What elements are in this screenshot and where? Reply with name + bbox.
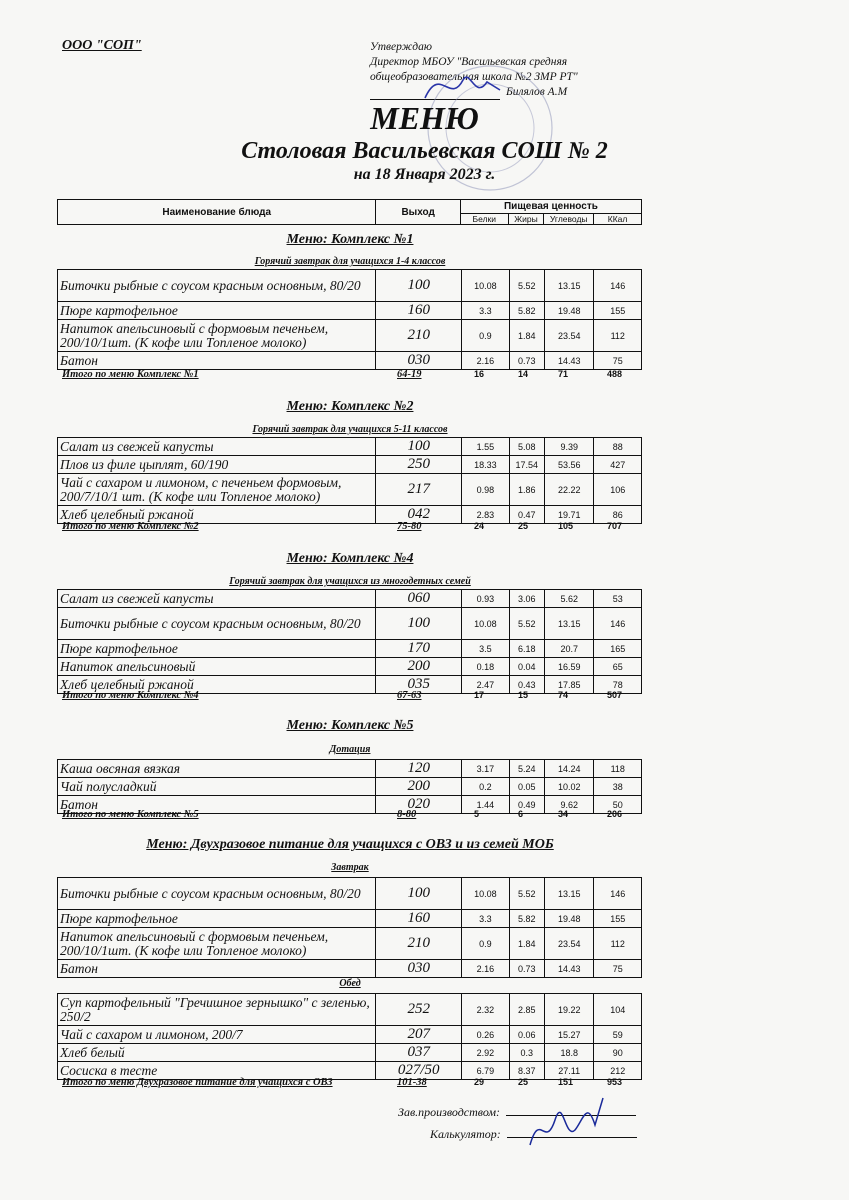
dish-kcal: 75 (594, 960, 642, 978)
dish-carbs: 9.39 (544, 438, 594, 456)
dish-proteins: 2.16 (462, 352, 509, 370)
dish-kcal: 106 (594, 474, 642, 506)
dish-kcal: 86 (594, 506, 642, 524)
section-table (57, 269, 642, 370)
table-row (58, 910, 642, 928)
dish-output: 207 (376, 1026, 462, 1044)
dish-carbs: 5.62 (544, 590, 594, 608)
table-row (58, 878, 642, 910)
dish-proteins: 0.9 (462, 928, 509, 960)
total-fats: 25 (518, 1077, 529, 1087)
total-output: 64-19 (397, 369, 422, 380)
dish-carbs: 19.22 (544, 994, 594, 1026)
dish-proteins: 3.3 (462, 910, 509, 928)
dish-fats: 0.05 (509, 778, 544, 796)
dish-output: 210 (376, 928, 462, 960)
total-carbs: 74 (558, 690, 569, 700)
dish-kcal: 118 (594, 760, 642, 778)
dish-name: Хлеб целебный ржаной (58, 506, 376, 524)
dish-kcal: 146 (594, 608, 642, 640)
table-row (58, 960, 642, 978)
total-proteins: 17 (474, 690, 485, 700)
header-kcal: ККал (594, 214, 642, 225)
calculator-label: Калькулятор: (430, 1127, 501, 1141)
approval-line-1: Утверждаю (370, 41, 432, 53)
dish-fats: 0.47 (509, 506, 544, 524)
section-subtitle-breakfast: Завтрак (331, 862, 369, 873)
dish-fats: 5.82 (509, 910, 544, 928)
section-table (57, 759, 642, 814)
dish-output: 100 (376, 608, 462, 640)
dish-kcal: 75 (594, 352, 642, 370)
dish-kcal: 59 (594, 1026, 642, 1044)
dish-output: 120 (376, 760, 462, 778)
dish-carbs: 20.7 (544, 640, 594, 658)
dish-name: Чай с сахаром и лимоном, с печеньем формовым, 200/7/10/1 шт. (К кофе или Топленое молоко) (58, 474, 376, 506)
dish-kcal: 38 (594, 778, 642, 796)
dish-name: Биточки рыбные с соусом красным основным, 80/20 (58, 878, 376, 910)
page-subtitle: Столовая Васильевская СОШ № 2 (241, 138, 608, 164)
section-title: Меню: Комплекс №5 (286, 718, 414, 733)
dish-output: 200 (376, 778, 462, 796)
dish-output: 160 (376, 302, 462, 320)
section-subtitle: Горячий завтрак для учащихся 1-4 классов (254, 256, 446, 267)
dish-proteins: 10.08 (462, 878, 509, 910)
dish-name: Чай полусладкий (58, 778, 376, 796)
dish-fats: 5.24 (509, 760, 544, 778)
dish-kcal: 146 (594, 270, 642, 302)
dish-carbs: 23.54 (544, 928, 594, 960)
dish-fats: 0.43 (509, 676, 544, 694)
dish-output: 030 (376, 352, 462, 370)
dish-kcal: 112 (594, 320, 642, 352)
total-proteins: 16 (474, 369, 485, 379)
total-kcal: 206 (607, 809, 623, 819)
page-title: МЕНЮ (370, 100, 479, 136)
dish-name: Хлеб белый (58, 1044, 376, 1062)
total-label: Итого по меню Комплекс №1 (62, 369, 199, 380)
dish-proteins: 2.92 (462, 1044, 509, 1062)
dish-kcal: 50 (594, 796, 642, 814)
dish-output: 035 (376, 676, 462, 694)
dish-output: 027/50 (376, 1062, 462, 1080)
dish-proteins: 3.17 (462, 760, 509, 778)
header-name: Наименование блюда (58, 200, 376, 225)
section-subtitle: Дотация (329, 744, 371, 755)
dish-carbs: 16.59 (544, 658, 594, 676)
dish-fats: 0.73 (509, 960, 544, 978)
header-carbs: Углеводы (544, 214, 594, 225)
dish-output: 060 (376, 590, 462, 608)
dish-carbs: 22.22 (544, 474, 594, 506)
table-row (58, 658, 642, 676)
table-row (58, 760, 642, 778)
dish-output: 160 (376, 910, 462, 928)
dish-fats: 0.06 (509, 1026, 544, 1044)
dish-fats: 0.49 (509, 796, 544, 814)
signature-graphic (525, 1090, 615, 1160)
total-label: Итого по меню Двухразовое питание для учащихся с ОВЗ (62, 1077, 333, 1088)
dish-fats: 0.73 (509, 352, 544, 370)
approval-line-2: Директор МБОУ "Васильевская средняя (370, 56, 568, 68)
dish-fats: 2.85 (509, 994, 544, 1026)
dish-name: Батон (58, 960, 376, 978)
dish-proteins: 0.26 (462, 1026, 509, 1044)
section-table-lunch (57, 993, 642, 1080)
dish-output: 210 (376, 320, 462, 352)
total-output: 67-63 (397, 690, 422, 701)
dish-fats: 1.84 (509, 320, 544, 352)
header-nutrition: Пищевая ценность (460, 200, 641, 214)
dish-carbs: 19.48 (544, 302, 594, 320)
table-row (58, 928, 642, 960)
dish-carbs: 14.43 (544, 352, 594, 370)
dish-output: 250 (376, 456, 462, 474)
total-label: Итого по меню Комплекс №5 (62, 809, 199, 820)
dish-name: Биточки рыбные с соусом красным основным, 80/20 (58, 608, 376, 640)
section-table-breakfast (57, 877, 642, 978)
dish-fats: 5.52 (509, 878, 544, 910)
dish-proteins: 6.79 (462, 1062, 509, 1080)
table-row (58, 352, 642, 370)
dish-proteins: 0.2 (462, 778, 509, 796)
section-title: Меню: Комплекс №4 (286, 551, 414, 566)
header-output: Выход (376, 200, 460, 225)
dish-carbs: 14.24 (544, 760, 594, 778)
dish-carbs: 15.27 (544, 1026, 594, 1044)
dish-kcal: 212 (594, 1062, 642, 1080)
total-output: 75-80 (397, 521, 422, 532)
dish-kcal: 427 (594, 456, 642, 474)
total-carbs: 151 (558, 1077, 574, 1087)
total-label: Итого по меню Комплекс №4 (62, 690, 199, 701)
total-proteins: 5 (474, 809, 480, 819)
total-output: 8-80 (397, 809, 417, 820)
table-row (58, 474, 642, 506)
dish-proteins: 2.16 (462, 960, 509, 978)
dish-proteins: 0.98 (462, 474, 509, 506)
dish-proteins: 2.83 (462, 506, 509, 524)
dish-name: Батон (58, 796, 376, 814)
dish-output: 037 (376, 1044, 462, 1062)
dish-fats: 5.52 (509, 608, 544, 640)
dish-fats: 1.84 (509, 928, 544, 960)
total-kcal: 507 (607, 690, 623, 700)
section-title: Меню: Комплекс №1 (286, 232, 414, 247)
table-row (58, 1026, 642, 1044)
total-label: Итого по меню Комплекс №2 (62, 521, 199, 532)
total-proteins: 24 (474, 521, 485, 531)
dish-kcal: 88 (594, 438, 642, 456)
dish-carbs: 9.62 (544, 796, 594, 814)
approval-line-3: общеобразовательная школа №2 ЗМР РТ" (370, 71, 578, 83)
dish-output: 100 (376, 878, 462, 910)
dish-carbs: 18.8 (544, 1044, 594, 1062)
dish-name: Каша овсяная вязкая (58, 760, 376, 778)
dish-name: Пюре картофельное (58, 910, 376, 928)
dish-name: Сосиска в тесте (58, 1062, 376, 1080)
dish-proteins: 3.5 (462, 640, 509, 658)
total-kcal: 953 (607, 1077, 623, 1087)
dish-proteins: 0.9 (462, 320, 509, 352)
table-row (58, 302, 642, 320)
dish-carbs: 13.15 (544, 878, 594, 910)
dish-output: 042 (376, 506, 462, 524)
dish-kcal: 146 (594, 878, 642, 910)
dish-output: 100 (376, 270, 462, 302)
dish-proteins: 1.44 (462, 796, 509, 814)
dish-fats: 5.82 (509, 302, 544, 320)
table-row (58, 590, 642, 608)
section-title: Меню: Двухразовое питание для учащихся с ОВЗ и из семей МОБ (146, 837, 554, 852)
dish-proteins: 18.33 (462, 456, 509, 474)
dish-carbs: 13.15 (544, 270, 594, 302)
dish-fats: 1.86 (509, 474, 544, 506)
dish-carbs: 10.02 (544, 778, 594, 796)
dish-output: 030 (376, 960, 462, 978)
dish-fats: 5.52 (509, 270, 544, 302)
section-subtitle-lunch: Обед (339, 978, 361, 989)
dish-output: 170 (376, 640, 462, 658)
dish-name: Чай с сахаром и лимоном, 200/7 (58, 1026, 376, 1044)
dish-proteins: 10.08 (462, 270, 509, 302)
table-row (58, 640, 642, 658)
dish-name: Напиток апельсиновый с формовым печеньем, 200/10/1шт. (К кофе или Топленое молоко) (58, 928, 376, 960)
dish-fats: 17.54 (509, 456, 544, 474)
table-row (58, 456, 642, 474)
dish-output: 200 (376, 658, 462, 676)
dish-kcal: 53 (594, 590, 642, 608)
total-fats: 6 (518, 809, 524, 819)
table-row (58, 270, 642, 302)
table-row (58, 994, 642, 1026)
dish-carbs: 19.71 (544, 506, 594, 524)
dish-proteins: 2.32 (462, 994, 509, 1026)
dish-proteins: 10.08 (462, 608, 509, 640)
dish-fats: 0.3 (509, 1044, 544, 1062)
dish-name: Пюре картофельное (58, 640, 376, 658)
table-row (58, 778, 642, 796)
dish-carbs: 14.43 (544, 960, 594, 978)
dish-kcal: 165 (594, 640, 642, 658)
dish-fats: 8.37 (509, 1062, 544, 1080)
dish-kcal: 155 (594, 302, 642, 320)
table-row (58, 320, 642, 352)
header-fats: Жиры (508, 214, 544, 225)
total-proteins: 29 (474, 1077, 485, 1087)
total-fats: 14 (518, 369, 529, 379)
dish-fats: 6.18 (509, 640, 544, 658)
dish-kcal: 65 (594, 658, 642, 676)
dish-kcal: 155 (594, 910, 642, 928)
dish-kcal: 90 (594, 1044, 642, 1062)
dish-fats: 5.08 (509, 438, 544, 456)
table-header (57, 199, 642, 225)
dish-name: Батон (58, 352, 376, 370)
dish-output: 217 (376, 474, 462, 506)
menu-date: на 18 Января 2023 г. (353, 166, 496, 183)
dish-kcal: 78 (594, 676, 642, 694)
dish-name: Плов из филе цыплят, 60/190 (58, 456, 376, 474)
dish-output: 100 (376, 438, 462, 456)
dish-output: 252 (376, 994, 462, 1026)
table-row (58, 1044, 642, 1062)
total-kcal: 488 (607, 369, 623, 379)
section-title: Меню: Комплекс №2 (286, 399, 414, 414)
dish-kcal: 112 (594, 928, 642, 960)
dish-kcal: 104 (594, 994, 642, 1026)
dish-carbs: 23.54 (544, 320, 594, 352)
total-fats: 25 (518, 521, 529, 531)
section-table (57, 589, 642, 694)
dish-name: Хлеб целебный ржаной (58, 676, 376, 694)
section-table (57, 437, 642, 524)
dish-name: Пюре картофельное (58, 302, 376, 320)
production-label: Зав.производством: (398, 1105, 501, 1119)
dish-name: Напиток апельсиновый (58, 658, 376, 676)
dish-proteins: 1.55 (462, 438, 509, 456)
organization-name: ООО "СОП" (62, 38, 142, 53)
dish-name: Биточки рыбные с соусом красным основным, 80/20 (58, 270, 376, 302)
total-carbs: 34 (558, 809, 569, 819)
table-row (58, 438, 642, 456)
dish-carbs: 27.11 (544, 1062, 594, 1080)
dish-fats: 0.04 (509, 658, 544, 676)
dish-proteins: 0.93 (462, 590, 509, 608)
total-carbs: 105 (558, 521, 574, 531)
dish-name: Суп картофельный "Гречишное зернышко" с зеленью, 250/2 (58, 994, 376, 1026)
approval-signer: Билялов А.М (506, 86, 568, 98)
header-proteins: Белки (460, 214, 508, 225)
dish-proteins: 0.18 (462, 658, 509, 676)
dish-output: 020 (376, 796, 462, 814)
dish-name: Салат из свежей капусты (58, 438, 376, 456)
dish-name: Салат из свежей капусты (58, 590, 376, 608)
total-kcal: 707 (607, 521, 623, 531)
total-carbs: 71 (558, 369, 569, 379)
table-row (58, 608, 642, 640)
total-output: 101-38 (397, 1077, 427, 1088)
dish-proteins: 2.47 (462, 676, 509, 694)
section-subtitle: Горячий завтрак для учащихся из многодетных семей (229, 576, 471, 587)
dish-carbs: 17.85 (544, 676, 594, 694)
dish-name: Напиток апельсиновый с формовым печеньем, 200/10/1шт. (К кофе или Топленое молоко) (58, 320, 376, 352)
dish-carbs: 53.56 (544, 456, 594, 474)
dish-carbs: 19.48 (544, 910, 594, 928)
total-fats: 15 (518, 690, 529, 700)
section-subtitle: Горячий завтрак для учащихся 5-11 классов (252, 424, 448, 435)
dish-fats: 3.06 (509, 590, 544, 608)
dish-proteins: 3.3 (462, 302, 509, 320)
dish-carbs: 13.15 (544, 608, 594, 640)
